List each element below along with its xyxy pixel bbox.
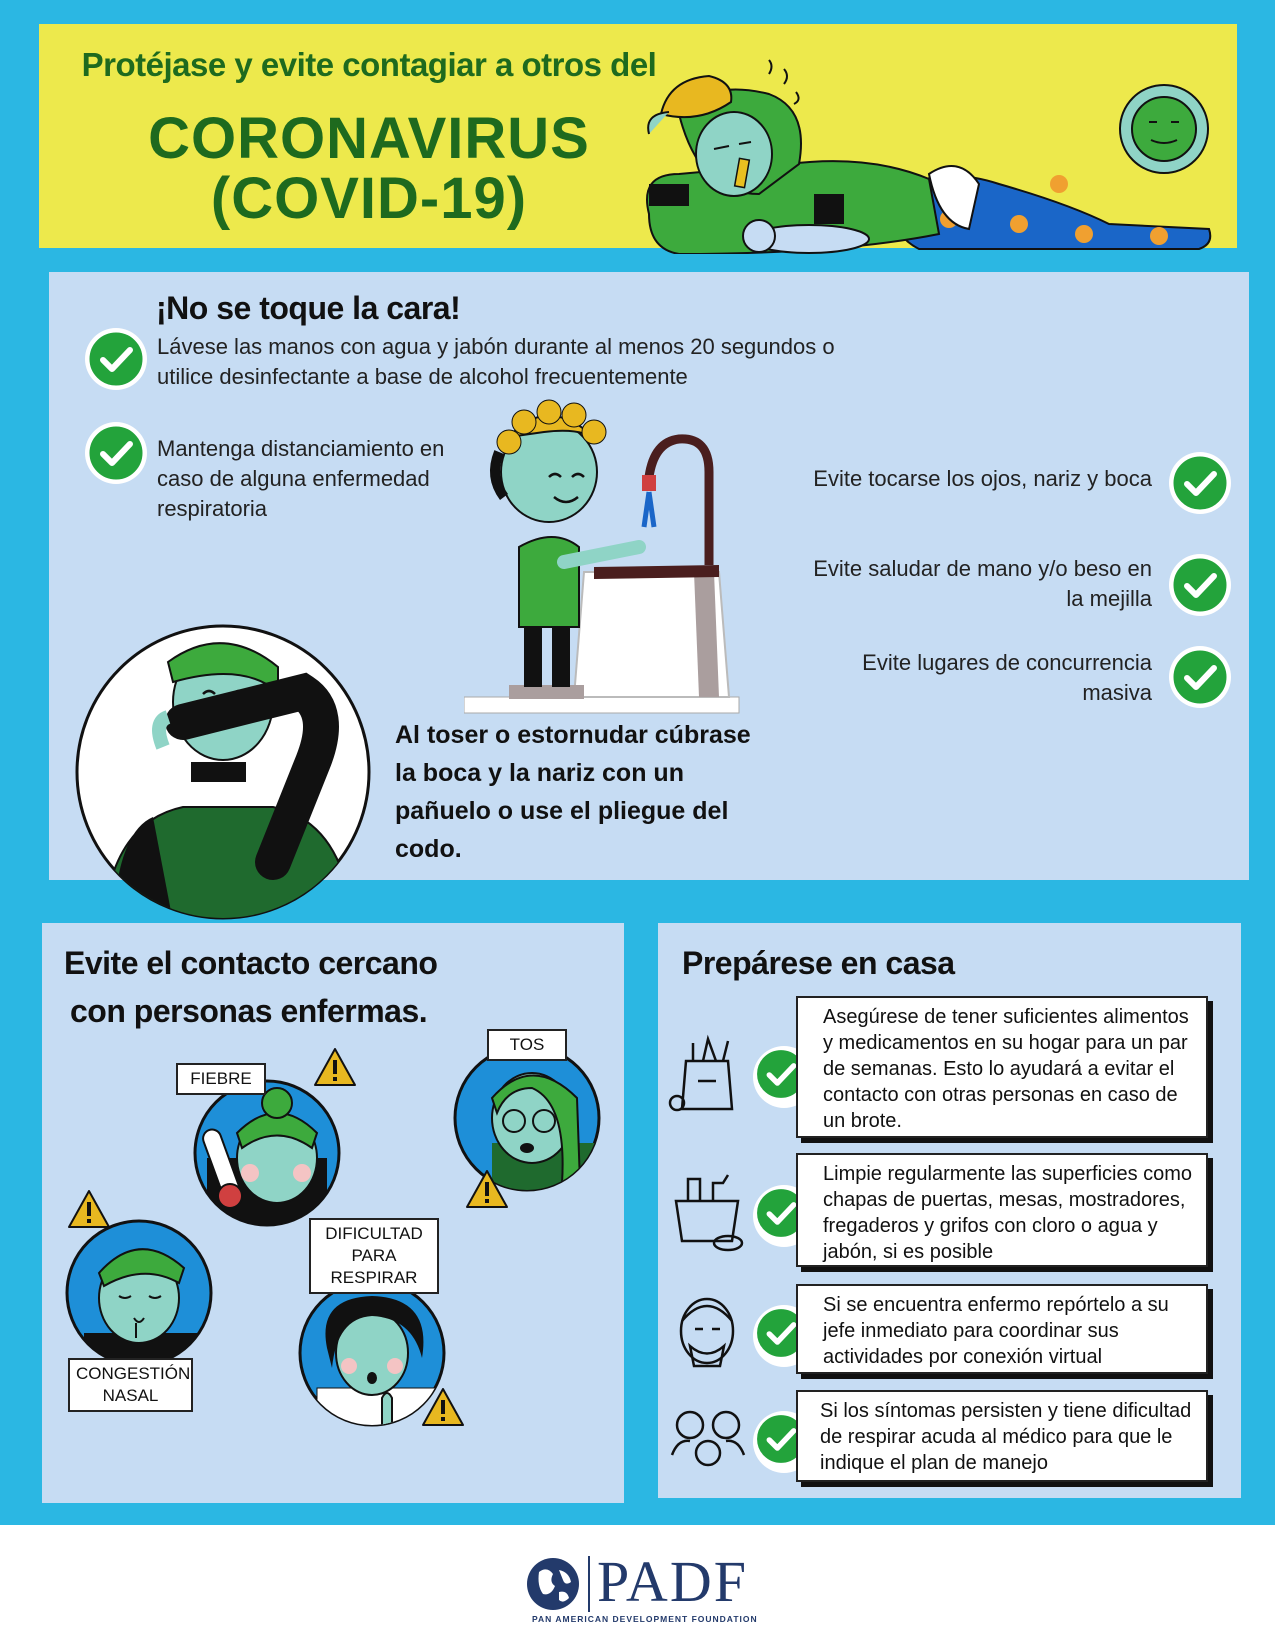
padf-logo-text: PADF	[597, 1549, 748, 1614]
face-heading: ¡No se toque la cara!	[156, 290, 461, 326]
warning-triangle-icon	[66, 1188, 112, 1230]
congestion-illustration	[64, 1218, 214, 1368]
congestion-label-line1: CONGESTIÓN	[76, 1364, 191, 1383]
panel-face	[49, 272, 1249, 880]
cough-elbow-illustration	[73, 622, 373, 922]
check-circle-icon	[1169, 646, 1231, 708]
grocery-bag-icon	[668, 1031, 746, 1113]
header-title-line1: CORONAVIRUS	[148, 106, 590, 171]
check-circle-icon	[85, 328, 147, 390]
close-contact-heading-line1: Evite el contacto cercano	[64, 945, 438, 981]
fever-illustration	[192, 1078, 342, 1228]
header-banner	[39, 24, 1237, 248]
cough-label: TOS	[487, 1029, 567, 1061]
cough-note-text: Al toser o estornudar cúbrase la boca y la nariz con un pañuelo o use el pliegue del codo.	[395, 721, 751, 863]
cleaning-supplies-icon	[668, 1171, 746, 1253]
avoid-touch-face-text: Evite tocarse los ojos, nariz y boca	[813, 466, 1152, 491]
header-title-line2: (COVID-19)	[210, 166, 528, 231]
globe-icon	[525, 1556, 581, 1612]
avoid-crowds-line1: Evite lugares de concurrencia	[862, 650, 1152, 675]
avoid-greeting-line1: Evite saludar de mano y/o beso en	[813, 556, 1152, 581]
prepare-item-supplies: Asegúrese de tener suficientes alimentos y medicamentos en su hogar para un par de semanas. Esto lo ayudará a evitar el contacto con otras personas en caso de un brote.	[796, 996, 1208, 1138]
wash-hands-text: Lávese las manos con agua y jabón durante al menos 20 segundos o utilice desinfectante a base de alcohol frecuentemente	[157, 334, 835, 389]
fever-label: FIEBRE	[176, 1063, 266, 1095]
sick-person-icon	[670, 1291, 744, 1373]
panel-close-contact	[42, 923, 624, 1503]
avoid-crowds-line2: masiva	[1082, 680, 1152, 705]
check-circle-icon	[1169, 554, 1231, 616]
sick-woman-illustration	[639, 54, 1229, 254]
header-title	[79, 106, 659, 231]
warning-triangle-icon	[312, 1046, 358, 1088]
hand-washing-illustration	[464, 397, 784, 732]
prepare-item-report: Si se encuentra enfermo repórtelo a su jefe inmediato para coordinar sus actividades por conexión virtual	[796, 1284, 1208, 1374]
avoid-greeting-line2: la mejilla	[1066, 586, 1152, 611]
breathing-label	[309, 1218, 439, 1294]
congestion-label-line2: NASAL	[102, 1386, 159, 1405]
panel-prepare-home	[658, 923, 1241, 1498]
distancing-text: Mantenga distanciamiento en caso de alguna enfermedad respiratoria	[157, 436, 445, 521]
breathing-label-line2: PARA RESPIRAR	[330, 1246, 418, 1287]
check-circle-icon	[85, 422, 147, 484]
warning-triangle-icon	[420, 1386, 466, 1428]
warning-triangle-icon	[464, 1168, 510, 1210]
header-subtitle: Protéjase y evite contagiar a otros del	[81, 46, 657, 83]
logo-divider	[588, 1556, 590, 1612]
padf-org-name: PAN AMERICAN DEVELOPMENT FOUNDATION	[532, 1614, 758, 1624]
check-circle-icon	[1169, 452, 1231, 514]
breathing-label-line1: DIFICULTAD	[325, 1224, 423, 1243]
prepare-item-cleaning: Limpie regularmente las superficies como chapas de puertas, mesas, mostradores, fregaderos y grifos con cloro o agua y jabón, si es posible	[796, 1153, 1208, 1267]
family-icon	[668, 1405, 748, 1473]
close-contact-heading-line2: con personas enfermas.	[70, 993, 428, 1029]
congestion-label	[68, 1358, 193, 1412]
close-contact-heading	[64, 939, 437, 1035]
virus-icon	[1120, 85, 1208, 173]
prepare-home-heading: Prepárese en casa	[682, 945, 955, 981]
prepare-item-doctor: Si los síntomas persisten y tiene dificultad de respirar acuda al médico para que le indique el plan de manejo	[796, 1390, 1208, 1482]
